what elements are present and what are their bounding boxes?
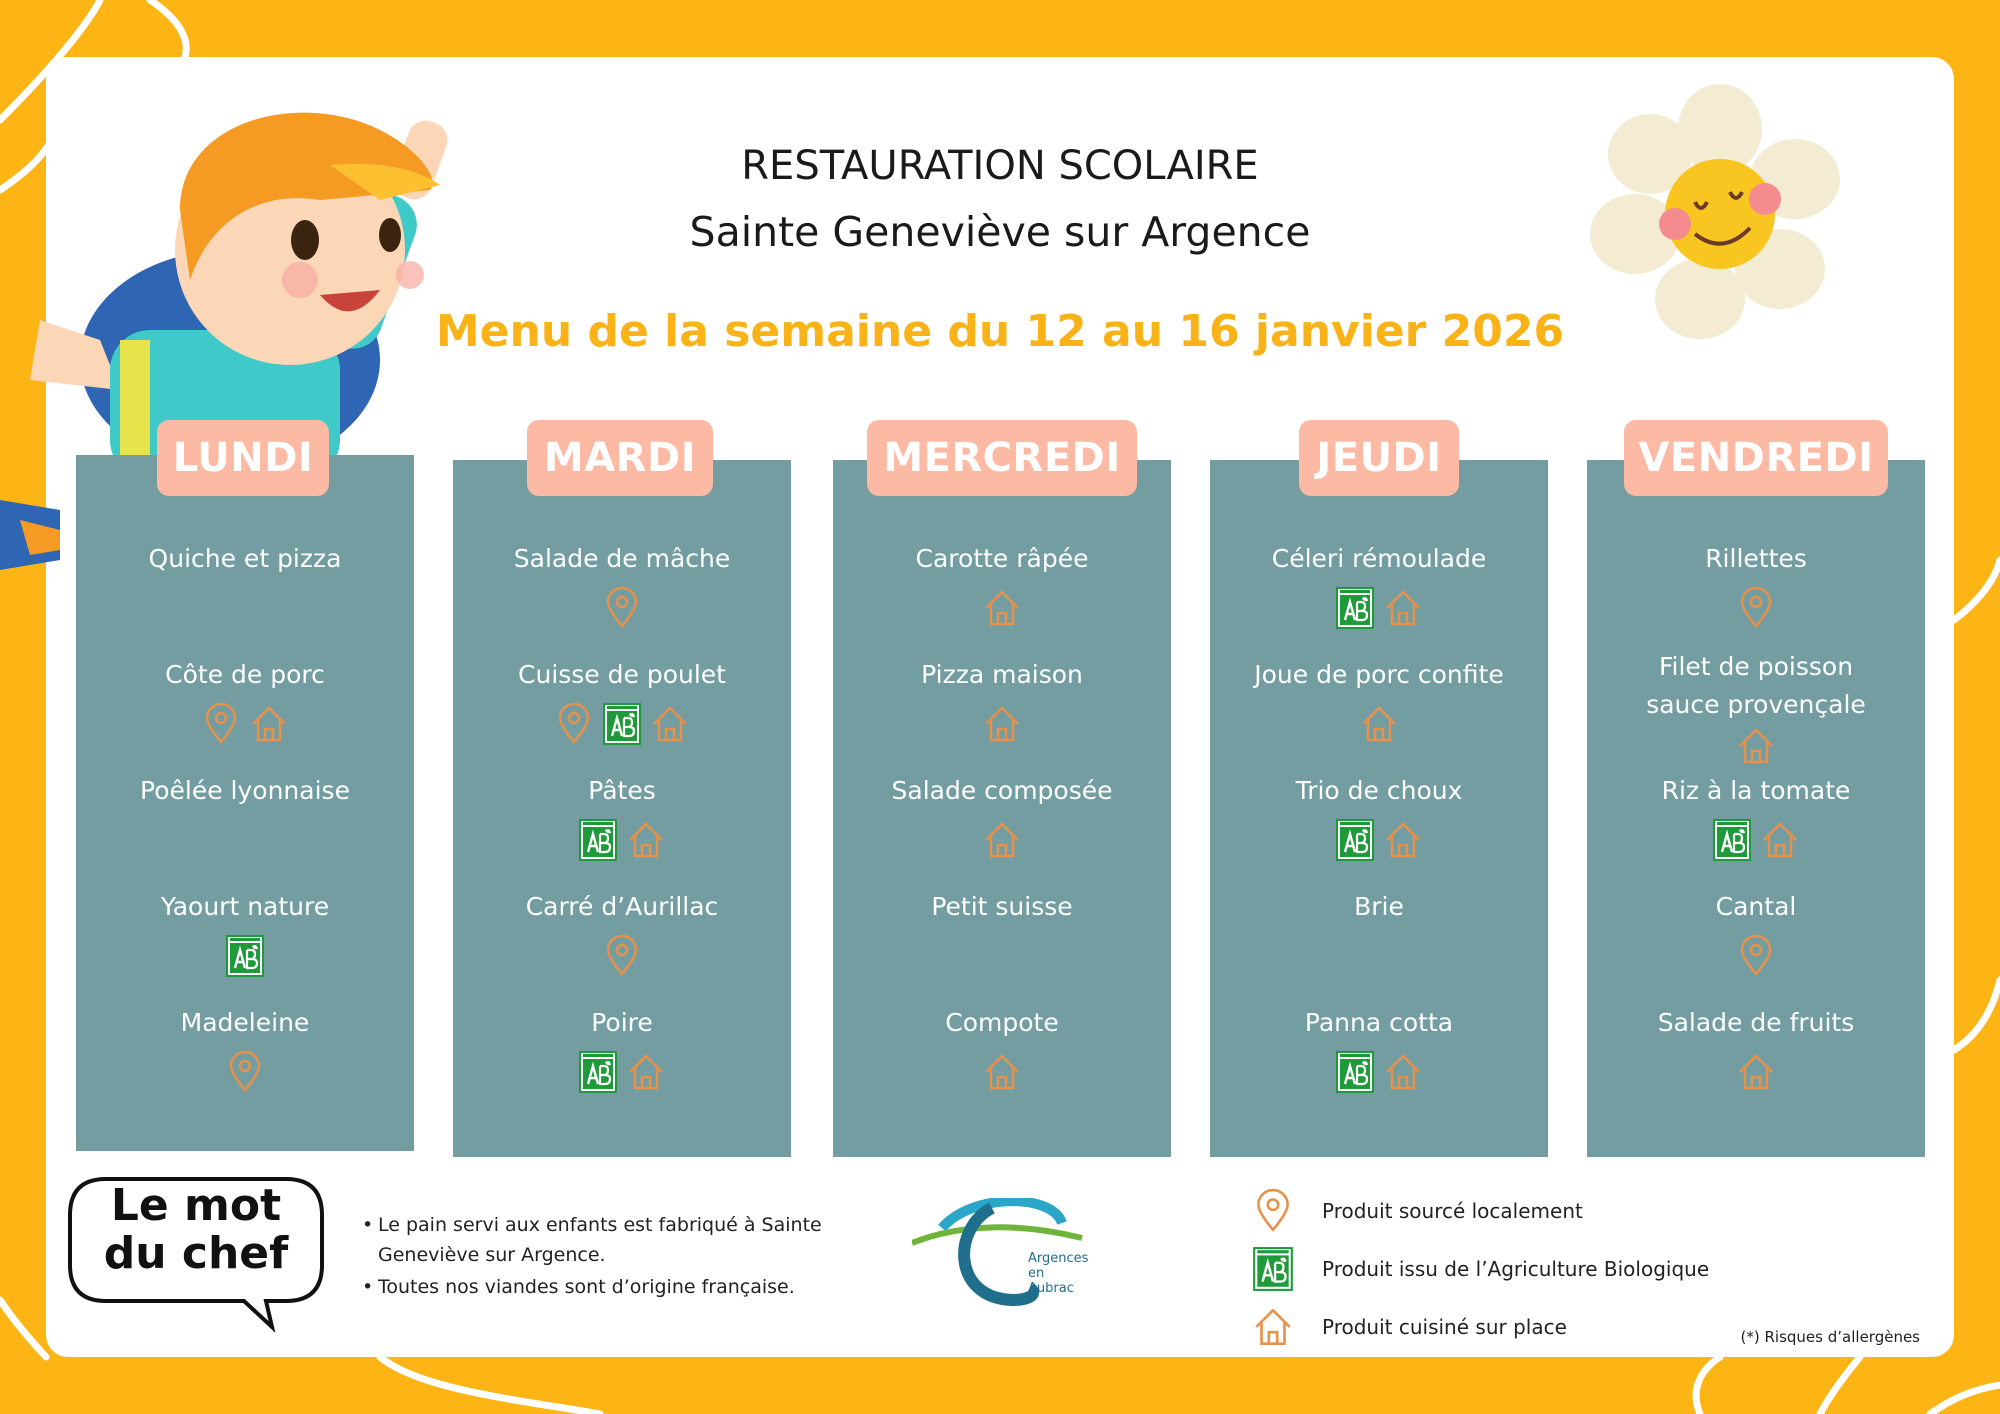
local-pin-icon xyxy=(225,1050,265,1094)
legend-label: Produit issu de l’Agriculture Biologique xyxy=(1322,1257,1710,1281)
dish-icons xyxy=(76,934,414,978)
day-badge: VENDREDI xyxy=(1624,420,1888,496)
organic-ab-icon xyxy=(1335,1050,1375,1094)
dish-name: Panna cotta xyxy=(1304,1008,1454,1037)
dish-name: Salade de mâche xyxy=(513,544,731,573)
dish-icons xyxy=(1587,586,1925,630)
logo-label xyxy=(1028,1251,1088,1296)
homemade-house-icon xyxy=(1760,818,1800,862)
dish-name: Poire xyxy=(591,1008,653,1037)
dish-name: Cuisse de poulet xyxy=(518,660,726,689)
dish-icons xyxy=(1587,934,1925,978)
homemade-house-icon xyxy=(982,818,1022,862)
dish-name: Carotte râpée xyxy=(915,544,1089,573)
organic-ab-icon xyxy=(578,818,618,862)
dish-name: Pâtes xyxy=(588,776,656,805)
logo-line-2: en xyxy=(1028,1266,1045,1281)
homemade-house-icon xyxy=(1383,1050,1423,1094)
homemade-house-icon xyxy=(1736,724,1776,768)
dish-icons xyxy=(1210,702,1548,746)
dish-name: Carré d’Aurillac xyxy=(525,892,719,921)
homemade-house-icon xyxy=(982,1050,1022,1094)
chef-notes xyxy=(362,1210,832,1302)
dish-icons xyxy=(1587,1050,1925,1094)
dish-name: Céleri rémoulade xyxy=(1271,544,1487,573)
homemade-house-icon xyxy=(626,1050,666,1094)
dish-name: Riz à la tomate xyxy=(1661,776,1851,805)
homemade-house-icon xyxy=(1252,1304,1294,1350)
school-name: Sainte Geneviève sur Argence xyxy=(689,208,1311,256)
dish-icons xyxy=(453,818,791,862)
chef-bubble-text xyxy=(66,1182,326,1278)
dish-name: Trio de choux xyxy=(1295,776,1463,805)
local-pin-icon xyxy=(201,702,241,746)
day-badge: JEUDI xyxy=(1299,420,1459,496)
organic-ab-icon xyxy=(1335,586,1375,630)
bubble-line-2: du chef xyxy=(103,1228,289,1279)
dish-icons xyxy=(453,702,791,746)
homemade-house-icon xyxy=(249,702,289,746)
local-pin-icon xyxy=(554,702,594,746)
legend-row-local xyxy=(1252,1188,1583,1234)
legend-row-homemade xyxy=(1252,1304,1567,1350)
homemade-house-icon xyxy=(626,818,666,862)
dish-icons xyxy=(833,586,1171,630)
homemade-house-icon xyxy=(982,702,1022,746)
dish-name: Pizza maison xyxy=(921,660,1083,689)
dish-name: Yaourt nature xyxy=(160,892,330,921)
dish-icons xyxy=(1210,586,1548,630)
organic-ab-icon xyxy=(578,1050,618,1094)
day-badge: MARDI xyxy=(527,420,713,496)
day-badge: LUNDI xyxy=(157,420,329,496)
dish-name: Quiche et pizza xyxy=(148,544,342,573)
dish-name: Salade composée xyxy=(891,776,1113,805)
dish-name: Brie xyxy=(1354,892,1404,921)
dish-icons xyxy=(453,1050,791,1094)
homemade-house-icon xyxy=(1383,818,1423,862)
dish-name: Joue de porc confite xyxy=(1254,660,1504,689)
homemade-house-icon xyxy=(982,586,1022,630)
legend-label: Produit sourcé localement xyxy=(1322,1199,1583,1223)
logo-line-1: Argences xyxy=(1028,1251,1089,1266)
dish-icons xyxy=(76,1050,414,1094)
page-title: RESTAURATION SCOLAIRE xyxy=(741,143,1259,189)
dish-icons xyxy=(833,702,1171,746)
organic-ab-icon xyxy=(1712,818,1752,862)
logo-line-3: Aubrac xyxy=(1028,1281,1074,1296)
chef-note: • Toutes nos viandes sont d’origine française. xyxy=(362,1272,832,1302)
dish-icons xyxy=(1210,818,1548,862)
local-pin-icon xyxy=(602,586,642,630)
dish-name: Salade de fruits xyxy=(1657,1008,1855,1037)
week-heading: Menu de la semaine du 12 au 16 janvier 2026 xyxy=(435,306,1565,357)
day-badge: MERCREDI xyxy=(867,420,1137,496)
dish-name: Madeleine xyxy=(180,1008,310,1037)
homemade-house-icon xyxy=(1359,702,1399,746)
legend-label: Produit cuisiné sur place xyxy=(1322,1315,1567,1339)
dish-icons xyxy=(453,934,791,978)
dish-icons xyxy=(833,1050,1171,1094)
local-pin-icon xyxy=(1736,934,1776,978)
dish-name: Compote xyxy=(945,1008,1059,1037)
legend-row-organic xyxy=(1252,1246,1709,1292)
dish-icons xyxy=(76,702,414,746)
homemade-house-icon xyxy=(1736,1050,1776,1094)
local-pin-icon xyxy=(1252,1188,1294,1234)
organic-ab-icon xyxy=(1252,1246,1294,1292)
local-pin-icon xyxy=(1736,586,1776,630)
organic-ab-icon xyxy=(602,702,642,746)
dish-icons xyxy=(453,586,791,630)
dish-name: Petit suisse xyxy=(931,892,1073,921)
dish-name: Filet de poisson sauce provençale xyxy=(1646,652,1866,719)
dish-name: Côte de porc xyxy=(165,660,325,689)
dish-name: Rillettes xyxy=(1705,544,1807,573)
organic-ab-icon xyxy=(225,934,265,978)
dish-icons xyxy=(1210,1050,1548,1094)
organic-ab-icon xyxy=(1335,818,1375,862)
dish-icons xyxy=(833,818,1171,862)
bubble-line-1: Le mot xyxy=(110,1180,282,1231)
allergen-note: (*) Risques d’allergènes xyxy=(1740,1328,1920,1346)
chef-note: • Le pain servi aux enfants est fabriqué à Sainte Geneviève sur Argence. xyxy=(362,1210,832,1270)
dish-icons xyxy=(1587,724,1925,768)
dish-name: Cantal xyxy=(1715,892,1797,921)
local-pin-icon xyxy=(602,934,642,978)
homemade-house-icon xyxy=(1383,586,1423,630)
dish-name: Poêlée lyonnaise xyxy=(140,776,350,805)
dish-icons xyxy=(1587,818,1925,862)
homemade-house-icon xyxy=(650,702,690,746)
